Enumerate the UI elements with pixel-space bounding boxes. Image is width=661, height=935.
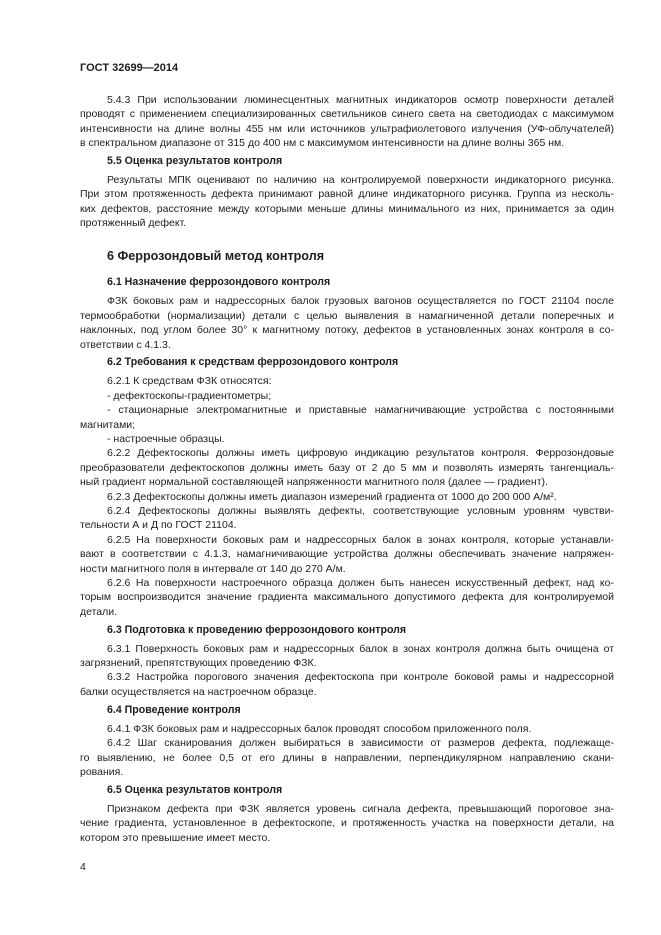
text-line: тельности А и Д по ГОСТ 21104.: [80, 519, 237, 532]
text-line: чение градиента, установленное в дефектоскопе, и протяженность участка на поверхности детали, на: [80, 817, 614, 830]
section-5-5-text: [80, 173, 614, 231]
text-line: ких дефектов, расстояние между которыми меньше длины минимального из них, принимается за один: [80, 202, 614, 215]
clause-6-4-2: [80, 736, 614, 779]
section-6-4-body: [80, 722, 614, 780]
text-line: ответствии с 4.1.3.: [80, 338, 171, 351]
clause-5-4-3: [80, 93, 614, 151]
text-line: 6.3.1 Поверхность боковых рам и надрессорных балок в зонах контроля должна быть очищена от: [107, 642, 614, 655]
text-line: протяженный дефект.: [80, 217, 187, 229]
text-line: Результаты МПК оценивают по наличию на контролируемой поверхности индикаторного рисунка.: [107, 173, 614, 186]
text-line: При этом протяженность дефекта принимают равной длине индикаторного рисунка. Группа из несколь-: [80, 188, 614, 201]
text-line: 6.3.2 Настройка порогового значения дефектоскопа при контроле боковой рамы и надрессорной: [107, 671, 614, 684]
text-line: котором это превышение имеет место.: [80, 831, 271, 844]
clause-6-2-4: [80, 504, 614, 533]
section-6-3-body: [80, 642, 614, 700]
text-line: 6.2.3 Дефектоскопы должны иметь диапазон измерений градиента от 1000 до 200 000 А/м².: [107, 490, 557, 503]
text-line: ности магнитного поля в интервале от 140 до 270 А/м.: [80, 562, 346, 575]
list-item: [80, 389, 614, 403]
text-line: 6.4.2 Шаг сканирования должен выбираться в зависимости от размеров дефекта, подлежаще-: [107, 737, 614, 750]
list-item: [80, 432, 614, 446]
text-line: в спектральном диапазоне от 315 до 400 нм с максимумом интенсивности на длине волны 365 нм.: [80, 136, 565, 149]
text-line: интенсивности на длине волны 455 нм или источников ультрафиолетового излучения (УФ-облучателей): [80, 122, 614, 135]
text-line: торым воспроизводится значение градиента максимального допустимого дефекта для контролируемой: [80, 591, 614, 604]
text-line: - настроечные образцы.: [107, 432, 225, 445]
text-line: 6.2.4 Дефектоскопы должны выявлять дефекты, соответствующие условным уровням чувстви-: [107, 505, 614, 517]
clause-6-2-3: [80, 490, 614, 504]
text-line: 6.2.5 На поверхности боковых рам и надрессорных балок в зонах контроля, которые устанавли-: [107, 533, 614, 546]
text-line: - стационарные электромагнитные и приставные намагничивающие устройства с постоянными: [107, 404, 614, 417]
clause-6-2-6: [80, 576, 614, 619]
text-line: - дефектоскопы-градиентометры;: [107, 389, 272, 402]
clause-6-2-2: [80, 446, 614, 489]
text-line: загрязнений, препятствующих проведению ФЗК.: [80, 657, 317, 670]
section-heading-6-3: 6.3 Подготовка к проведению феррозондового контроля: [107, 623, 407, 636]
section-heading-6-1: 6.1 Назначение феррозондового контроля: [107, 276, 331, 289]
clause-6-4-1: [80, 722, 614, 736]
chapter-heading-6: 6 Феррозондовый метод контроля: [107, 248, 325, 263]
clause-6-2-5: [80, 533, 614, 576]
text-line: ФЗК боковых рам и надрессорных балок грузовых вагонов осуществляется по ГОСТ 21104 после: [107, 295, 614, 308]
text-line: рования.: [80, 765, 124, 778]
text-line: преобразователи дефектоскопов должны иметь базу от 2 до 5 мм и позволять измерять тангенциаль-: [80, 461, 614, 474]
section-heading-6-2: 6.2 Требования к средствам феррозондового контроля: [107, 356, 399, 369]
text-line: Признаком дефекта при ФЗК является уровень сигнала дефекта, превышающий пороговое зна-: [107, 802, 614, 815]
text-line: вают в соответствии с 4.1.3, намагничивающие устройства должны обеспечивать значение напряжен-: [80, 548, 614, 561]
section-heading-5-5: 5.5 Оценка результатов контроля: [107, 154, 283, 167]
section-6-5-text: [80, 802, 614, 845]
text-line: магнитами;: [80, 418, 136, 431]
list-item: [80, 403, 614, 432]
text-line: 6.2.2 Дефектоскопы должны иметь цифровую индикацию результатов контроля. Феррозондовые: [107, 447, 614, 460]
section-6-1-text: [80, 294, 614, 352]
clause-6-3-2: [80, 670, 614, 699]
section-heading-6-5: 6.5 Оценка результатов контроля: [107, 783, 283, 796]
text-line: ный градиент нормальной составляющей напряженности магнитного поля (далее — градиент).: [80, 476, 548, 489]
text-line: 6.2.6 На поверхности настроечного образца должен быть нанесен искусственный дефект, над ко-: [107, 577, 614, 590]
clause-6-2-1: [80, 374, 614, 388]
text-line: проводят с применением специализированных светильников синего света на светодиодах с максимумом: [80, 108, 614, 121]
section-6-2-body: [80, 374, 614, 619]
text-line: го выявлению, не более 0,5 от его длины в направлении, перпендикулярном направлению скани-: [80, 751, 614, 764]
section-heading-6-4: 6.4 Проведение контроля: [107, 703, 241, 716]
text-line: балки осуществляется на настроечном образце.: [80, 685, 317, 698]
page-number: 4: [80, 861, 86, 874]
text-line: 5.4.3 При использовании люминесцентных магнитных индикаторов осмотр поверхности деталей: [107, 93, 614, 106]
text-line: наклонных, под углом более 30° к магнитному потоку, дефектов в установленных зонах контроля в со-: [80, 324, 614, 337]
document-code: ГОСТ 32699—2014: [80, 62, 179, 74]
text-line: 6.2.1 К средствам ФЗК относятся:: [107, 375, 272, 388]
text-line: детали.: [80, 605, 118, 618]
clause-6-3-1: [80, 642, 614, 671]
text-line: термообработки (нормализации) детали с целью выявления в намагниченной детали поперечных и: [80, 309, 614, 322]
text-line: 6.4.1 ФЗК боковых рам и надрессорных балок проводят способом приложенного поля.: [107, 722, 532, 735]
